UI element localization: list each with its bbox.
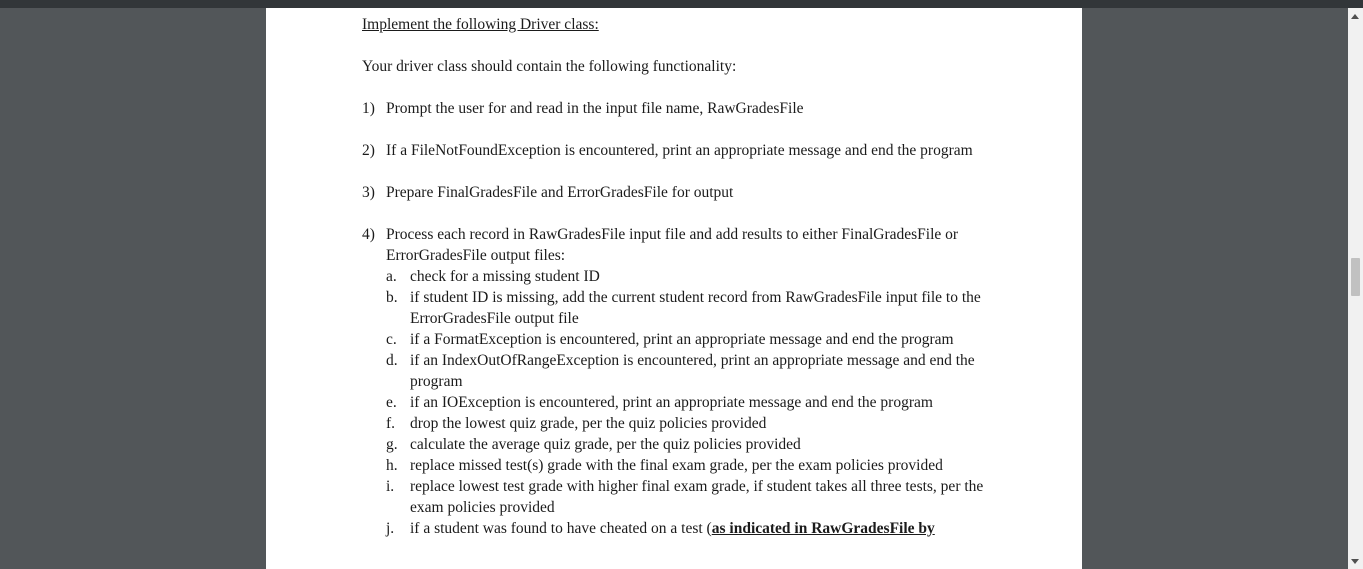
sub-list-text: replace missed test(s) grade with the final exam grade, per the exam policies provided xyxy=(410,457,943,474)
sub-list-text: if an IOException is encountered, print an appropriate message and end the program xyxy=(410,394,933,411)
sub-list-text: if a student was found to have cheated on a test ( xyxy=(410,520,712,537)
sub-list-item xyxy=(386,392,1002,413)
sub-list-text: calculate the average quiz grade, per the quiz policies provided xyxy=(410,436,801,453)
list-item xyxy=(362,224,1002,539)
sub-list-item xyxy=(386,476,1002,518)
sub-list-item xyxy=(386,266,1002,287)
sub-list xyxy=(386,266,1002,539)
sub-list-letter: b. xyxy=(386,289,398,306)
sub-list-letter: g. xyxy=(386,436,398,453)
sub-list-letter: a. xyxy=(386,268,397,285)
section-heading: Implement the following Driver class: xyxy=(362,16,599,33)
scroll-up-arrow-icon[interactable] xyxy=(1351,14,1359,19)
sub-list-item xyxy=(386,350,1002,392)
list-number: 2) xyxy=(362,142,375,159)
intro-paragraph: Your driver class should contain the following functionality: xyxy=(362,58,737,75)
scrollbar-thumb[interactable] xyxy=(1351,258,1360,296)
sub-list-text: if a FormatException is encountered, print an appropriate message and end the program xyxy=(410,331,954,348)
sub-list-text: drop the lowest quiz grade, per the quiz policies provided xyxy=(410,415,767,432)
sub-list-letter: h. xyxy=(386,457,398,474)
list-body xyxy=(386,224,1002,539)
sub-list-letter: c. xyxy=(386,331,397,348)
sub-list-text: check for a missing student ID xyxy=(410,268,600,285)
list-number: 3) xyxy=(362,184,375,201)
sub-list-letter: e. xyxy=(386,394,397,411)
document-page xyxy=(266,8,1082,569)
list-text: Prepare FinalGradesFile and ErrorGradesFile for output xyxy=(386,184,734,201)
sub-list-item xyxy=(386,518,1002,539)
sub-list-text: if student ID is missing, add the current student record from RawGradesFile input file to the ErrorGradesFile output file xyxy=(410,289,981,327)
list-item xyxy=(362,98,1002,119)
list-text: Process each record in RawGradesFile input file and add results to either FinalGradesFile or ErrorGradesFile output files: xyxy=(386,226,959,264)
sub-list-letter: j. xyxy=(386,520,395,537)
scroll-down-arrow-icon[interactable] xyxy=(1351,559,1359,564)
sub-list-item xyxy=(386,287,1002,329)
list-text: Prompt the user for and read in the input file name, RawGradesFile xyxy=(386,100,804,117)
page-content xyxy=(362,14,1002,560)
sub-list-item xyxy=(386,413,1002,434)
vertical-scrollbar[interactable] xyxy=(1348,8,1363,569)
sub-list-letter: i. xyxy=(386,478,395,495)
sub-list-text: if an IndexOutOfRangeException is encountered, print an appropriate message and end the program xyxy=(410,352,975,390)
sub-list-item xyxy=(386,329,1002,350)
list-item xyxy=(362,182,1002,203)
list-number: 1) xyxy=(362,100,375,117)
sub-list-letter: d. xyxy=(386,352,398,369)
sub-list-item xyxy=(386,434,1002,455)
sub-list-letter: f. xyxy=(386,415,396,432)
sub-list-item xyxy=(386,455,1002,476)
emphasis-text: as indicated in RawGradesFile by xyxy=(711,520,935,537)
list-number: 4) xyxy=(362,226,375,243)
list-text: If a FileNotFoundException is encountered, print an appropriate message and end the program xyxy=(386,142,973,159)
viewer-top-bar xyxy=(0,0,1363,8)
sub-list-text: replace lowest test grade with higher final exam grade, if student takes all three tests, per the exam policies provided xyxy=(410,478,984,516)
sub-list-text-container xyxy=(410,518,1002,539)
list-item xyxy=(362,140,1002,161)
